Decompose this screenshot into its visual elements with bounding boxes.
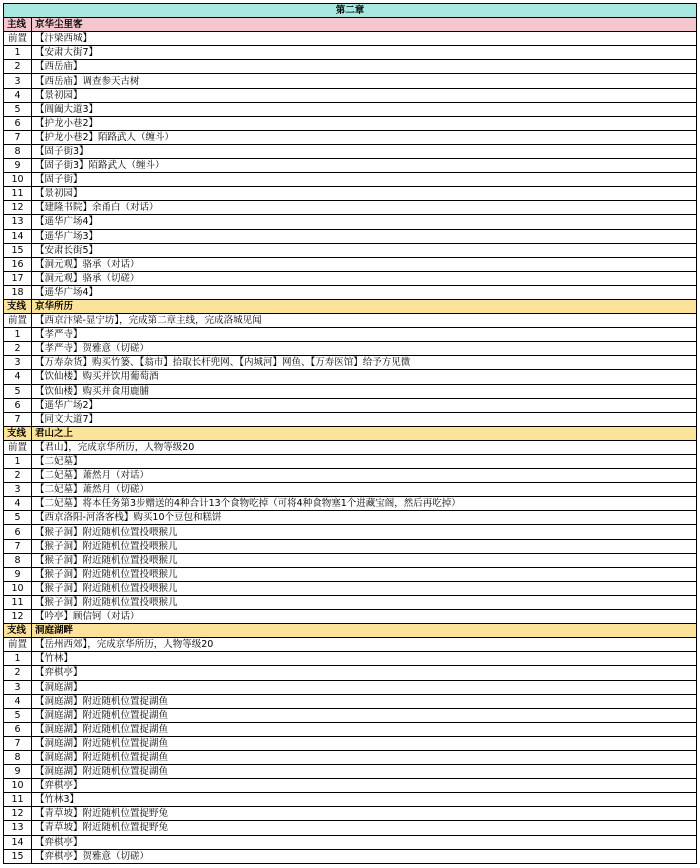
step-number: 11	[4, 187, 32, 201]
step-number: 13	[4, 215, 32, 229]
step-description: 【固子街】	[32, 173, 697, 187]
step-number: 17	[4, 271, 32, 285]
step-row	[4, 60, 697, 74]
section-name: 京华尘里客	[32, 18, 697, 32]
step-description: 【孝严寺】	[32, 328, 697, 342]
step-number: 6	[4, 722, 32, 736]
step-number: 1	[4, 652, 32, 666]
step-number: 前置	[4, 638, 32, 652]
step-number: 2	[4, 469, 32, 483]
step-row	[4, 581, 697, 595]
section-type-label: 支线	[4, 624, 32, 638]
section-type-label: 主线	[4, 18, 32, 32]
step-description: 【青草坡】附近随机位置捉野兔	[32, 821, 697, 835]
step-row	[4, 342, 697, 356]
chapter-header-row	[4, 4, 697, 18]
step-number: 15	[4, 849, 32, 863]
step-description: 【固子街3】陌路武人（缠斗）	[32, 159, 697, 173]
quest-sheet	[3, 3, 696, 864]
step-row	[4, 398, 697, 412]
step-number: 3	[4, 483, 32, 497]
step-description: 【洞元观】骆承（对话）	[32, 257, 697, 271]
step-description: 【孝严寺】贺雅意（切磋）	[32, 342, 697, 356]
step-row	[4, 652, 697, 666]
step-row	[4, 638, 697, 652]
step-number: 14	[4, 229, 32, 243]
step-row	[4, 750, 697, 764]
step-row	[4, 497, 697, 511]
step-number: 4	[4, 370, 32, 384]
step-row	[4, 314, 697, 328]
step-description: 【景初园】	[32, 88, 697, 102]
step-row	[4, 74, 697, 88]
step-description: 【阊阖大道3】	[32, 102, 697, 116]
step-description: 【吟亭】顾信钶（对话）	[32, 610, 697, 624]
step-row	[4, 779, 697, 793]
step-description: 【竹林3】	[32, 793, 697, 807]
step-number: 前置	[4, 440, 32, 454]
step-description: 【青草坡】附近随机位置捉野兔	[32, 807, 697, 821]
step-row	[4, 187, 697, 201]
step-number: 9	[4, 765, 32, 779]
step-number: 前置	[4, 314, 32, 328]
step-number: 5	[4, 102, 32, 116]
step-number: 3	[4, 680, 32, 694]
step-row	[4, 765, 697, 779]
step-number: 10	[4, 581, 32, 595]
step-number: 7	[4, 539, 32, 553]
step-row	[4, 807, 697, 821]
quest-table-body	[4, 4, 697, 864]
step-description: 【遥华广场4】	[32, 215, 697, 229]
step-row	[4, 32, 697, 46]
quest-table	[3, 3, 697, 864]
step-number: 14	[4, 835, 32, 849]
step-row	[4, 666, 697, 680]
step-row	[4, 46, 697, 60]
step-description: 【汴梁西城】	[32, 32, 697, 46]
step-description: 【二妃墓】将本任务第3步赠送的4种合计13个食物吃掉（可将4种食物塞1个进藏宝阁，然后再吃掉）	[32, 497, 697, 511]
step-number: 16	[4, 257, 32, 271]
step-description: 【岳州西郊】，完成京华所历，人物等级20	[32, 638, 697, 652]
step-number: 5	[4, 511, 32, 525]
step-row	[4, 440, 697, 454]
step-number: 15	[4, 243, 32, 257]
step-description: 【西岳庙】	[32, 60, 697, 74]
step-row	[4, 243, 697, 257]
step-row	[4, 159, 697, 173]
step-row	[4, 511, 697, 525]
step-description: 【安肃大街7】	[32, 46, 697, 60]
step-description: 【猴子洞】附近随机位置投喂猴儿	[32, 553, 697, 567]
step-description: 【洞庭湖】附近随机位置捉湖鱼	[32, 750, 697, 764]
step-number: 4	[4, 694, 32, 708]
step-row	[4, 835, 697, 849]
step-row	[4, 722, 697, 736]
step-number: 13	[4, 821, 32, 835]
step-number: 4	[4, 88, 32, 102]
step-row	[4, 595, 697, 609]
step-description: 【洞元观】骆承（切磋）	[32, 271, 697, 285]
step-number: 4	[4, 497, 32, 511]
step-number: 2	[4, 666, 32, 680]
step-description: 【洞庭湖】附近随机位置捉湖鱼	[32, 708, 697, 722]
step-description: 【固子街3】	[32, 144, 697, 158]
step-description: 【猴子洞】附近随机位置投喂猴儿	[32, 595, 697, 609]
step-description: 【遥华广场2】	[32, 398, 697, 412]
step-number: 12	[4, 610, 32, 624]
step-number: 18	[4, 285, 32, 299]
step-description: 【万寿杂货】购买竹篓、【翁市】拾取长杆兜网、【内城河】网鱼、【万寿医馆】给予方见微	[32, 356, 697, 370]
section-header-row	[4, 426, 697, 440]
step-description: 【二妃墓】	[32, 455, 697, 469]
step-row	[4, 469, 697, 483]
step-row	[4, 102, 697, 116]
step-row	[4, 257, 697, 271]
step-description: 【猴子洞】附近随机位置投喂猴儿	[32, 581, 697, 595]
step-number: 10	[4, 779, 32, 793]
step-row	[4, 144, 697, 158]
step-description: 【饮仙楼】购买并饮用葡萄酒	[32, 370, 697, 384]
step-description: 【洞庭湖】附近随机位置捉湖鱼	[32, 736, 697, 750]
step-number: 9	[4, 567, 32, 581]
step-row	[4, 229, 697, 243]
step-row	[4, 849, 697, 863]
step-description: 【遥华广场3】	[32, 229, 697, 243]
step-row	[4, 553, 697, 567]
step-row	[4, 708, 697, 722]
step-description: 【洞庭湖】附近随机位置捉湖鱼	[32, 722, 697, 736]
step-number: 6	[4, 525, 32, 539]
step-row	[4, 525, 697, 539]
step-description: 【竹林】	[32, 652, 697, 666]
step-number: 9	[4, 159, 32, 173]
step-description: 【西京汴梁-显宁坊】，完成第二章主线，完成洛城见闻	[32, 314, 697, 328]
step-row	[4, 567, 697, 581]
section-name: 京华所历	[32, 299, 697, 313]
step-row	[4, 539, 697, 553]
step-row	[4, 328, 697, 342]
step-number: 12	[4, 201, 32, 215]
step-row	[4, 88, 697, 102]
step-description: 【弈棋亭】	[32, 779, 697, 793]
step-number: 10	[4, 173, 32, 187]
step-description: 【安肃长街5】	[32, 243, 697, 257]
section-name: 洞庭湖畔	[32, 624, 697, 638]
step-description: 【洞庭湖】附近随机位置捉湖鱼	[32, 694, 697, 708]
step-row	[4, 356, 697, 370]
step-description: 【猴子洞】附近随机位置投喂猴儿	[32, 539, 697, 553]
step-row	[4, 116, 697, 130]
step-description: 【建隆书院】余甬白（对话）	[32, 201, 697, 215]
step-number: 12	[4, 807, 32, 821]
step-description: 【同文大道7】	[32, 412, 697, 426]
step-row	[4, 483, 697, 497]
step-description: 【洞庭湖】附近随机位置捉湖鱼	[32, 765, 697, 779]
step-description: 【二妃墓】萧然月（对话）	[32, 469, 697, 483]
step-number: 7	[4, 412, 32, 426]
chapter-title: 第二章	[4, 4, 697, 18]
step-description: 【饮仙楼】购买并食用鹿脯	[32, 384, 697, 398]
step-number: 6	[4, 116, 32, 130]
step-description: 【猴子洞】附近随机位置投喂猴儿	[32, 525, 697, 539]
step-description: 【西岳庙】调查参天古树	[32, 74, 697, 88]
section-header-row	[4, 624, 697, 638]
step-number: 11	[4, 595, 32, 609]
section-type-label: 支线	[4, 299, 32, 313]
step-row	[4, 285, 697, 299]
step-description: 【弈棋亭】	[32, 835, 697, 849]
step-row	[4, 680, 697, 694]
step-description: 【弈棋亭】	[32, 666, 697, 680]
step-description: 【洞庭湖】	[32, 680, 697, 694]
section-header-row	[4, 299, 697, 313]
step-description: 【护龙小巷2】陌路武人（缠斗）	[32, 130, 697, 144]
step-number: 前置	[4, 32, 32, 46]
step-number: 5	[4, 708, 32, 722]
step-row	[4, 821, 697, 835]
step-row	[4, 736, 697, 750]
step-number: 1	[4, 46, 32, 60]
step-number: 2	[4, 60, 32, 74]
step-number: 7	[4, 736, 32, 750]
step-number: 1	[4, 455, 32, 469]
section-type-label: 支线	[4, 426, 32, 440]
step-row	[4, 130, 697, 144]
step-row	[4, 793, 697, 807]
step-description: 【弈棋亭】贺雅意（切磋）	[32, 849, 697, 863]
step-number: 8	[4, 553, 32, 567]
step-row	[4, 201, 697, 215]
step-row	[4, 412, 697, 426]
step-row	[4, 370, 697, 384]
step-number: 11	[4, 793, 32, 807]
step-number: 3	[4, 74, 32, 88]
step-description: 【二妃墓】萧然月（切磋）	[32, 483, 697, 497]
step-number: 3	[4, 356, 32, 370]
section-header-row	[4, 18, 697, 32]
step-row	[4, 455, 697, 469]
step-number: 8	[4, 750, 32, 764]
step-row	[4, 173, 697, 187]
step-number: 6	[4, 398, 32, 412]
step-description: 【遥华广场4】	[32, 285, 697, 299]
step-number: 1	[4, 328, 32, 342]
step-description: 【君山】，完成京华所历，人物等级20	[32, 440, 697, 454]
step-description: 【景初园】	[32, 187, 697, 201]
step-row	[4, 694, 697, 708]
step-description: 【西京洛阳-河洛客栈】购买10个豆包和糕饼	[32, 511, 697, 525]
step-number: 7	[4, 130, 32, 144]
step-description: 【猴子洞】附近随机位置投喂猴儿	[32, 567, 697, 581]
step-number: 8	[4, 144, 32, 158]
step-row	[4, 271, 697, 285]
step-row	[4, 215, 697, 229]
step-number: 2	[4, 342, 32, 356]
step-number: 5	[4, 384, 32, 398]
step-row	[4, 384, 697, 398]
step-row	[4, 610, 697, 624]
section-name: 君山之上	[32, 426, 697, 440]
step-description: 【护龙小巷2】	[32, 116, 697, 130]
